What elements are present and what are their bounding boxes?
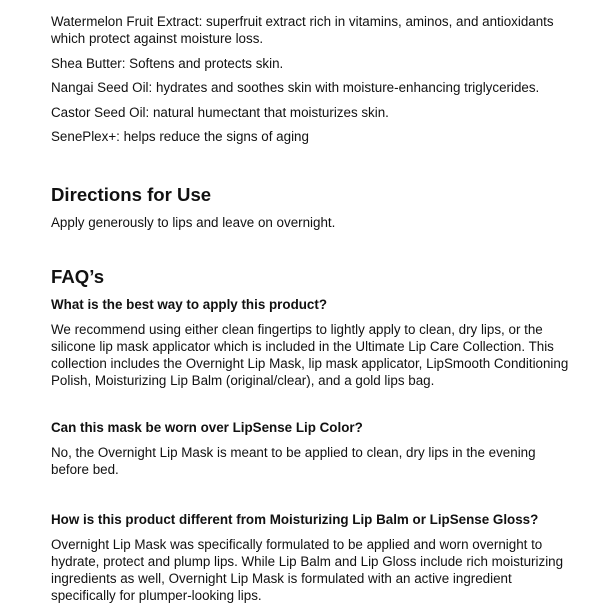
directions-text: Apply generously to lips and leave on overnight. <box>51 215 336 230</box>
ingredient-watermelon-line2: which protect against moisture loss. <box>51 31 264 46</box>
ingredient-nangai-seed-oil: Nangai Seed Oil: hydrates and soothes skin with moisture-enhancing triglycerides. <box>51 80 540 95</box>
faq-answer-3-line3: ingredients as well, Overnight Lip Mask is formulated with an active ingredient <box>51 571 512 586</box>
faq-answer-3-line2: hydrate, protect and plump lips. While Lip Balm and Lip Gloss include rich moisturizing <box>51 554 564 569</box>
directions-heading: Directions for Use <box>51 184 212 205</box>
faq-answer-2-line2: before bed. <box>51 462 119 477</box>
ingredient-seneplex: SenePlex+: helps reduce the signs of aging <box>51 129 309 144</box>
faq-answer-3-line4: specifically for plumper-looking lips. <box>51 588 262 603</box>
faq-answer-1-line1: We recommend using either clean fingertips to lightly apply to clean, dry lips, or the <box>51 322 543 337</box>
faq-answer-1-line3: collection includes the Overnight Lip Mask, lip mask applicator, LipSmooth Conditioning <box>51 356 569 371</box>
faq-answer-1-line2: silicone lip mask applicator which is included in the Ultimate Lip Care Collection. This <box>51 339 554 354</box>
faq-question-1: What is the best way to apply this product? <box>51 297 328 312</box>
faq-answer-2-line1: No, the Overnight Lip Mask is meant to be applied to clean, dry lips in the evening <box>51 445 536 460</box>
ingredient-castor-seed-oil: Castor Seed Oil: natural humectant that moisturizes skin. <box>51 105 389 120</box>
faq-answer-1-line4: Polish, Moisturizing Lip Balm (original/clear), and a gold lips bag. <box>51 373 435 388</box>
faq-question-3: How is this product different from Moisturizing Lip Balm or LipSense Gloss? <box>51 512 539 527</box>
faq-heading: FAQ’s <box>51 266 105 287</box>
ingredient-watermelon-line1: Watermelon Fruit Extract: superfruit extract rich in vitamins, aminos, and antioxidants <box>51 14 554 29</box>
ingredient-shea-butter: Shea Butter: Softens and protects skin. <box>51 56 284 71</box>
faq-answer-3-line1: Overnight Lip Mask was specifically formulated to be applied and worn overnight to <box>51 537 543 552</box>
faq-question-2: Can this mask be worn over LipSense Lip Color? <box>51 420 363 435</box>
